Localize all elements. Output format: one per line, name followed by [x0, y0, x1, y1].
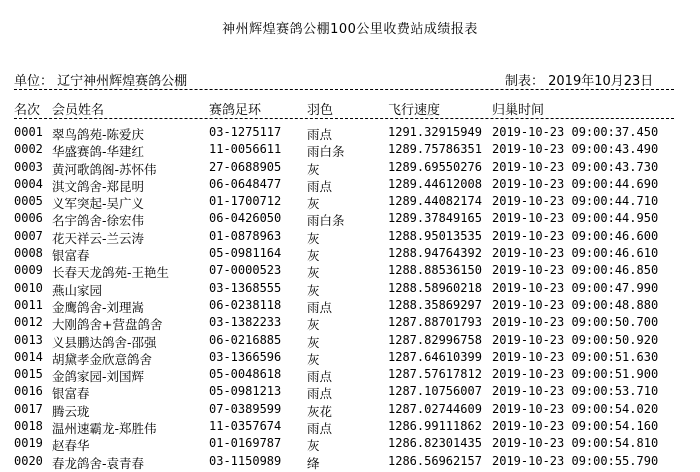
- member-name-cell: 淇文鸽舍-郑昆明: [52, 178, 145, 194]
- arrival-time-cell: 2019-10-23 09:00:47.990: [492, 280, 659, 295]
- top-dashed-divider: [14, 89, 674, 90]
- arrival-time-cell: 2019-10-23 09:00:50.700: [492, 315, 659, 330]
- arrival-time-cell: 2019-10-23 09:00:43.490: [492, 142, 659, 157]
- table-row: [0, 454, 700, 471]
- feather-color-cell: 灰: [307, 196, 320, 212]
- flight-speed-cell: 1289.75786351: [388, 142, 482, 157]
- flight-speed-cell: 1287.64610399: [388, 349, 482, 364]
- member-name-cell: 名宇鸽舍-徐宏伟: [52, 213, 145, 229]
- ring-number-cell: 06-0238118: [209, 297, 282, 312]
- ring-number-cell: 27-0688905: [209, 159, 282, 174]
- table-row: [0, 298, 700, 315]
- flight-speed-cell: 1289.37849165: [388, 211, 482, 226]
- flight-speed-cell: 1289.44612008: [388, 176, 482, 191]
- table-row: [0, 419, 700, 436]
- organizer-unit: 单位： 辽宁神州辉煌赛鸽公棚: [14, 74, 188, 89]
- feather-color-cell: 灰: [307, 230, 320, 246]
- table-row: [0, 211, 700, 228]
- arrival-time-cell: 2019-10-23 09:00:51.630: [492, 349, 659, 364]
- ring-number-cell: 03-1368555: [209, 280, 282, 295]
- rank-cell: 0009: [14, 263, 43, 278]
- flight-speed-cell: 1289.44082174: [388, 194, 482, 209]
- arrival-time-cell: 2019-10-23 09:00:53.710: [492, 384, 659, 399]
- flight-speed-cell: 1286.82301435: [388, 436, 482, 451]
- feather-color-cell: 雨点: [307, 127, 333, 142]
- flight-speed-cell: 1288.88536150: [388, 263, 482, 278]
- flight-speed-cell: 1286.56962157: [388, 453, 482, 468]
- arrival-time-cell: 2019-10-23 09:00:46.850: [492, 263, 659, 278]
- table-row: [0, 160, 700, 177]
- member-name-cell: 银富春: [52, 386, 90, 402]
- feather-color-cell: 灰: [307, 161, 320, 177]
- feather-color-cell: 雨点: [307, 386, 333, 402]
- ring-number-cell: 11-0357674: [209, 419, 282, 434]
- arrival-time-cell: 2019-10-23 09:00:44.690: [492, 176, 659, 191]
- member-name-cell: 黄河歌鸽阁-苏怀伟: [52, 161, 157, 177]
- rank-cell: 0014: [14, 349, 43, 364]
- ring-number-cell: 01-0169787: [209, 436, 282, 451]
- member-name-cell: 义县鹏达鸽舍-邵强: [52, 334, 157, 350]
- ring-number-cell: 05-0981213: [209, 384, 282, 399]
- table-row: [0, 350, 700, 367]
- feather-color-cell: 灰花: [307, 403, 333, 419]
- ring-number-cell: 06-0426050: [209, 211, 282, 226]
- rank-cell: 0008: [14, 246, 43, 261]
- member-name-cell: 胡黛孝金欣意鸽舍: [52, 351, 153, 367]
- rank-cell: 0017: [14, 401, 43, 416]
- flight-speed-cell: 1287.57617812: [388, 367, 482, 382]
- rank-cell: 0011: [14, 297, 43, 312]
- feather-color-cell: 雨点: [307, 178, 333, 194]
- feather-color-cell: 灰: [307, 438, 320, 454]
- table-row: [0, 229, 700, 246]
- arrival-time-cell: 2019-10-23 09:00:37.450: [492, 125, 659, 139]
- feather-color-cell: 雨点: [307, 421, 333, 437]
- ring-number-cell: 03-1382233: [209, 315, 282, 330]
- ring-number-cell: 06-0648477: [209, 176, 282, 191]
- member-name-cell: 银富春: [52, 248, 90, 264]
- rank-cell: 0006: [14, 211, 43, 226]
- header-feather-color: 羽色: [307, 103, 334, 118]
- table-row: [0, 246, 700, 263]
- feather-color-cell: 雨点: [307, 369, 333, 385]
- member-name-cell: 春龙鸽舍-袁青春: [52, 455, 145, 471]
- feather-color-cell: 灰: [307, 282, 320, 298]
- header-ring-number: 赛鸽足环: [209, 103, 262, 118]
- flight-speed-cell: 1288.35869297: [388, 297, 482, 312]
- feather-color-cell: 雨白条: [307, 144, 345, 160]
- rank-cell: 0007: [14, 228, 43, 243]
- header-arrival-time: 归巢时间: [492, 103, 545, 118]
- arrival-time-cell: 2019-10-23 09:00:54.810: [492, 436, 659, 451]
- arrival-time-cell: 2019-10-23 09:00:46.610: [492, 246, 659, 261]
- ring-number-cell: 07-0000523: [209, 263, 282, 278]
- flight-speed-cell: 1288.95013535: [388, 228, 482, 243]
- arrival-time-cell: 2019-10-23 09:00:54.020: [492, 401, 659, 416]
- flight-speed-cell: 1291.32915949: [388, 125, 482, 139]
- ring-number-cell: 03-1366596: [209, 349, 282, 364]
- arrival-time-cell: 2019-10-23 09:00:44.710: [492, 194, 659, 209]
- member-name-cell: 金鸽家园-刘国辉: [52, 369, 145, 385]
- rank-cell: 0005: [14, 194, 43, 209]
- arrival-time-cell: 2019-10-23 09:00:54.160: [492, 419, 659, 434]
- arrival-time-cell: 2019-10-23 09:00:50.920: [492, 332, 659, 347]
- table-row: [0, 436, 700, 453]
- arrival-time-cell: 2019-10-23 09:00:46.600: [492, 228, 659, 243]
- header-rank: 名次: [14, 103, 41, 118]
- feather-color-cell: 雨点: [307, 299, 333, 315]
- table-row: [0, 194, 700, 211]
- table-row: [0, 402, 700, 419]
- feather-color-cell: 灰: [307, 334, 320, 350]
- ring-number-cell: 05-0048618: [209, 367, 282, 382]
- table-row: [0, 384, 700, 401]
- ring-number-cell: 03-1150989: [209, 453, 282, 468]
- flight-speed-cell: 1287.82996758: [388, 332, 482, 347]
- rank-cell: 0010: [14, 280, 43, 295]
- ring-number-cell: 03-1275117: [209, 125, 282, 139]
- feather-color-cell: 绛: [307, 455, 320, 471]
- rank-cell: 0019: [14, 436, 43, 451]
- rank-cell: 0003: [14, 159, 43, 174]
- rank-cell: 0012: [14, 315, 43, 330]
- flight-speed-cell: 1288.94764392: [388, 246, 482, 261]
- flight-speed-cell: 1287.10756007: [388, 384, 482, 399]
- arrival-time-cell: 2019-10-23 09:00:51.900: [492, 367, 659, 382]
- report-title: 神州辉煌赛鸽公棚100公里收费站成绩报表: [222, 22, 478, 37]
- rank-cell: 0001: [14, 125, 43, 139]
- header-dashed-divider: [14, 118, 674, 119]
- rank-cell: 0016: [14, 384, 43, 399]
- feather-color-cell: 灰: [307, 351, 320, 367]
- ring-number-cell: 01-1700712: [209, 194, 282, 209]
- rank-cell: 0015: [14, 367, 43, 382]
- table-row: [0, 367, 700, 384]
- member-name-cell: 大刚鸽舍+营盘鸽舍: [52, 317, 163, 333]
- rank-cell: 0002: [14, 142, 43, 157]
- flight-speed-cell: 1288.58960218: [388, 280, 482, 295]
- table-row: [0, 142, 700, 159]
- member-name-cell: 燕山家园: [52, 282, 103, 298]
- rank-cell: 0004: [14, 176, 43, 191]
- flight-speed-cell: 1287.02744609: [388, 401, 482, 416]
- member-name-cell: 腾云珑: [52, 403, 90, 419]
- feather-color-cell: 灰: [307, 317, 320, 333]
- flight-speed-cell: 1289.69550276: [388, 159, 482, 174]
- rank-cell: 0020: [14, 453, 43, 468]
- rank-cell: 0018: [14, 419, 43, 434]
- member-name-cell: 义军突起-吴广义: [52, 196, 145, 212]
- table-row: [0, 281, 700, 298]
- table-row: [0, 125, 700, 142]
- ring-number-cell: 05-0981164: [209, 246, 282, 261]
- ring-number-cell: 01-0878963: [209, 228, 282, 243]
- arrival-time-cell: 2019-10-23 09:00:55.790: [492, 453, 659, 468]
- arrival-time-cell: 2019-10-23 09:00:48.880: [492, 297, 659, 312]
- feather-color-cell: 雨白条: [307, 213, 345, 229]
- table-row: [0, 177, 700, 194]
- ring-number-cell: 07-0389599: [209, 401, 282, 416]
- table-row: [0, 315, 700, 332]
- rank-cell: 0013: [14, 332, 43, 347]
- arrival-time-cell: 2019-10-23 09:00:43.730: [492, 159, 659, 174]
- flight-speed-cell: 1287.88701793: [388, 315, 482, 330]
- header-flight-speed: 飞行速度: [388, 103, 441, 118]
- arrival-time-cell: 2019-10-23 09:00:44.950: [492, 211, 659, 226]
- table-row: [0, 263, 700, 280]
- member-name-cell: 金鹰鸽舍-刘理嵩: [52, 299, 145, 315]
- member-name-cell: 花天祥云-兰云涛: [52, 230, 145, 246]
- member-name-cell: 翠鸟鸽苑-陈爱庆: [52, 127, 145, 142]
- results-table: [0, 125, 700, 471]
- member-name-cell: 华盛赛鸽-华建红: [52, 144, 145, 160]
- member-name-cell: 长春天龙鸽苑-王艳生: [52, 265, 170, 281]
- member-name-cell: 赵春华: [52, 438, 90, 454]
- table-row: [0, 333, 700, 350]
- header-member-name: 会员姓名: [52, 103, 105, 118]
- flight-speed-cell: 1286.99111862: [388, 419, 482, 434]
- feather-color-cell: 灰: [307, 265, 320, 281]
- report-date: 制表： 2019年10月23日: [505, 74, 654, 89]
- ring-number-cell: 11-0056611: [209, 142, 282, 157]
- feather-color-cell: 灰: [307, 248, 320, 264]
- member-name-cell: 温州速霸龙-郑胜伟: [52, 421, 157, 437]
- ring-number-cell: 06-0216885: [209, 332, 282, 347]
